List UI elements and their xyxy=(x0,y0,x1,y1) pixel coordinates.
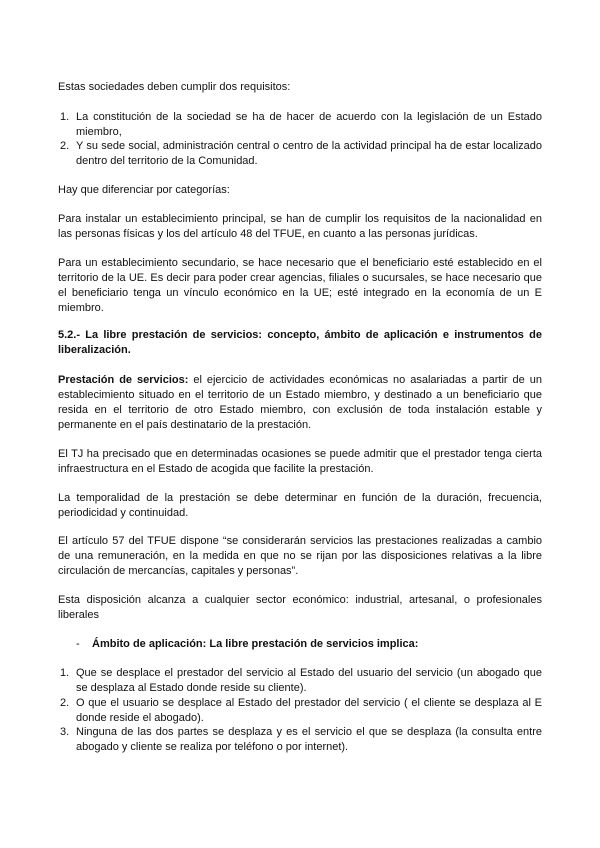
list-number: 3. xyxy=(60,726,70,738)
definition-text: el ejercicio de actividades económicas no asalariadas a partir de un establecimiento situado en el territorio de un Estado miembro, y destinado a un beneficiario que resida en el territorio de otro Estado miembro, con exclusión de toda instalación estable y permanente en el país destinatario de la prestación. xyxy=(58,374,542,431)
list-text: O que el usuario se desplace al Estado del prestador del servicio ( el cliente se desplaza al E donde reside el abogado). xyxy=(76,697,542,724)
bullet-dash: - xyxy=(76,638,80,650)
secundario-paragraph: Para un establecimiento secundario, se hace necesario que el beneficiario esté establecido en el territorio de la UE. Es decir para poder crear agencias, filiales o sucursales, se hace necesario que el beneficiario tenga un vínculo económico en la UE; esté integrado en la economía de un E miembro. xyxy=(58,257,542,314)
list-item xyxy=(60,666,542,696)
definition-label: Prestación de servicios: xyxy=(58,374,189,386)
tj-paragraph: El TJ ha precisado que en determinadas ocasiones se puede admitir que el prestador tenga cierta infraestructura en el Estado de acogida que facilite la prestación. xyxy=(58,448,542,475)
sector-paragraph: Esta disposición alcanza a cualquier sector económico: industrial, artesanal, o profesionales liberales xyxy=(58,594,542,621)
list-item xyxy=(60,139,542,169)
list-item xyxy=(60,110,542,140)
principal-paragraph: Para instalar un establecimiento principal, se han de cumplir los requisitos de la nacionalidad en las personas físicas y los del artículo 48 del TFUE, en cuanto a las personas jurídicas. xyxy=(58,213,542,240)
list-item xyxy=(60,725,542,755)
art57-paragraph: El artículo 57 del TFUE dispone “se considerarán servicios las prestaciones realizadas a cambio de una remuneración, en la medida en que no se rijan por las disposiciones relativas a la libre circulación de mercancías, capitales y personas”. xyxy=(58,535,542,577)
list-number: 1. xyxy=(60,667,70,679)
intro-paragraph: Estas sociedades deben cumplir dos requisitos: xyxy=(58,81,291,93)
categorias-paragraph: Hay que diferenciar por categorías: xyxy=(58,184,230,196)
subheading: Ámbito de aplicación: La libre prestación de servicios implica: xyxy=(92,638,419,650)
list-text: La constitución de la sociedad se ha de hacer de acuerdo con la legislación de un Estado miembro, xyxy=(76,111,542,138)
list-item xyxy=(60,696,542,726)
list-text: Y su sede social, administración central o centro de la actividad principal ha de estar localizado dentro del territorio de la Comunidad. xyxy=(76,140,542,167)
list-text: Que se desplace el prestador del servicio al Estado del usuario del servicio (un abogado que se desplaza al Estado donde reside su cliente). xyxy=(76,667,542,694)
list-number: 1. xyxy=(60,111,70,123)
list-text: Ninguna de las dos partes se desplaza y es el servicio el que se desplaza (la consulta entre abogado y cliente se realiza por teléfono o por internet). xyxy=(76,726,542,753)
section-heading: 5.2.- La libre prestación de servicios: concepto, ámbito de aplicación e instrumentos de liberalización. xyxy=(58,329,542,356)
definition-paragraph xyxy=(58,373,542,433)
list-number: 2. xyxy=(60,697,70,709)
list-number: 2. xyxy=(60,140,70,152)
temporalidad-paragraph: La temporalidad de la prestación se debe determinar en función de la duración, frecuencia, periodicidad y continuidad. xyxy=(58,492,542,519)
